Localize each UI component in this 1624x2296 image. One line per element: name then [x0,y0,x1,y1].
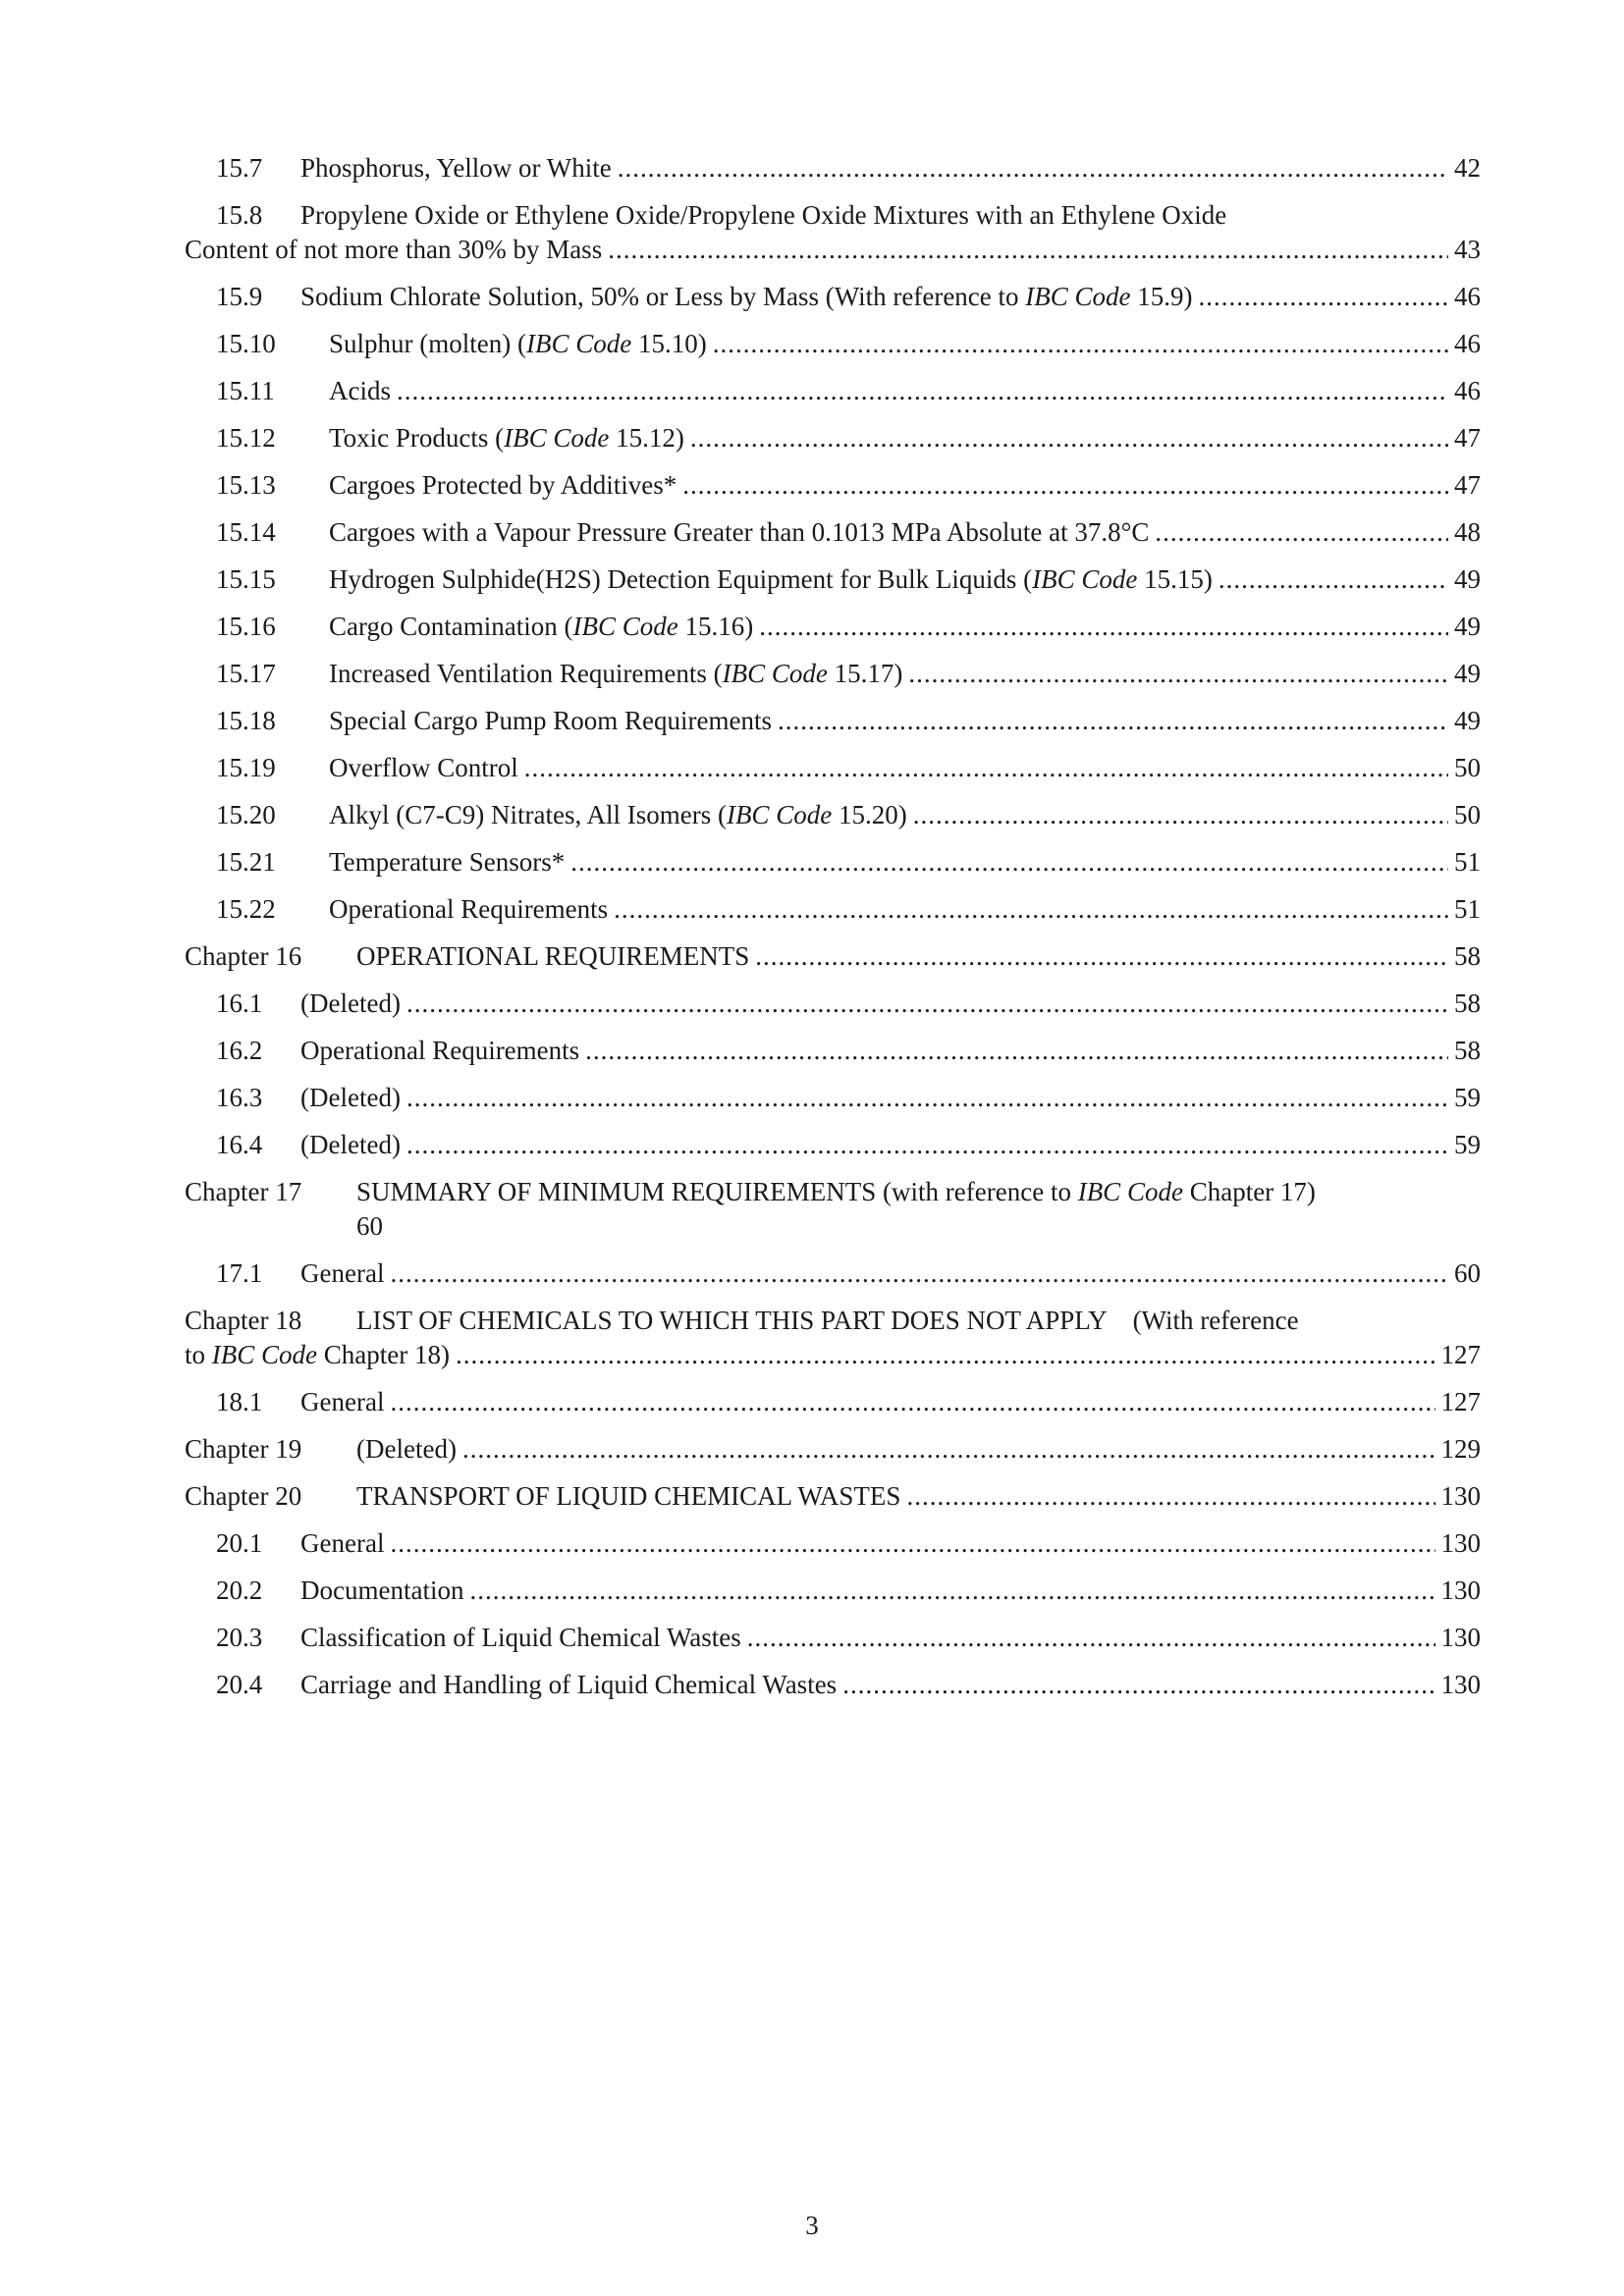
toc-chapter[interactable] [185,939,1481,974]
toc-entry-number: 15.11 [216,376,275,405]
dot-leader [690,421,1448,455]
dot-leader [524,751,1448,785]
toc-entry-title: Carriage and Handling of Liquid Chemical Wastes [300,1670,838,1699]
toc-entry-number: 20.1 [216,1528,263,1558]
toc-chapter-page: 127 [1440,1340,1481,1369]
toc-entry-page: 42 [1454,153,1481,183]
toc-entry-number: 15.17 [216,659,276,688]
toc-entry-title: Operational Requirements [329,894,609,924]
dot-leader [462,1432,1435,1467]
dot-leader [570,845,1448,880]
toc-entry[interactable] [185,1081,1481,1115]
toc-entry-number: 15.18 [216,706,276,735]
toc-chapter-page: 58 [1454,941,1481,971]
toc-chapter-title: (Deleted) [356,1434,457,1464]
toc-entry-title: Cargoes with a Vapour Pressure Greater than 0.1013 MPa Absolute at 37.8°C [329,517,1150,547]
toc-entry-title: Operational Requirements [300,1036,580,1065]
toc-entry-page: 47 [1454,470,1481,500]
toc-entry-title: Classification of Liquid Chemical Wastes [300,1623,741,1652]
toc-entry[interactable] [185,562,1481,597]
toc-chapter-page: 130 [1440,1481,1481,1511]
dot-leader [759,610,1448,644]
toc-entry[interactable] [185,374,1481,408]
dot-leader [682,468,1448,503]
toc-entry[interactable] [185,327,1481,361]
toc-entry-title: (Deleted) [300,1130,401,1159]
toc-chapter-number: Chapter 18 [185,1306,302,1335]
dot-leader [618,151,1448,186]
toc-entry-title: Increased Ventilation Requirements (IBC Code 15.17) [329,659,903,688]
dot-leader [747,1621,1435,1655]
toc-entry-number: 15.21 [216,847,276,877]
dot-leader [842,1668,1435,1702]
toc-entry-number: 15.14 [216,517,276,547]
toc-entry[interactable] [185,987,1481,1021]
toc-entry-page: 58 [1454,1036,1481,1065]
dot-leader [397,374,1448,408]
toc-entry[interactable] [185,845,1481,880]
toc-chapter-title: TRANSPORT OF LIQUID CHEMICAL WASTES [356,1481,901,1511]
toc-entry-number: 15.19 [216,753,276,782]
toc-entry-page: 49 [1454,706,1481,735]
toc-chapter-number: Chapter 20 [185,1481,302,1511]
toc-entry-number: 15.7 [216,153,263,183]
toc-entry-page: 50 [1454,753,1481,782]
toc-entry-page: 49 [1454,659,1481,688]
toc-entry-title: Cargoes Protected by Additives* [329,470,677,500]
dot-leader [1155,515,1448,550]
toc-entry[interactable] [185,151,1481,186]
toc-chapter[interactable] [185,1479,1481,1514]
dot-leader [614,892,1448,927]
toc-entry-number: 15.8 [216,200,263,230]
dot-leader [1199,280,1448,314]
toc-entry-number: 15.15 [216,564,276,594]
toc-entry[interactable] [185,610,1481,644]
toc-entry-title: General [300,1528,385,1558]
dot-leader [390,1385,1435,1419]
toc-entry[interactable] [185,1621,1481,1655]
toc-entry[interactable] [185,280,1481,314]
toc-chapter-page: 60 [356,1211,383,1241]
toc-chapter-title: LIST OF CHEMICALS TO WHICH THIS PART DOES NOT APPLY (With reference [356,1306,1299,1335]
toc-entry-page: 51 [1454,847,1481,877]
toc-entry[interactable] [185,1574,1481,1608]
dot-leader [913,798,1448,832]
toc-entry-title: Hydrogen Sulphide(H2S) Detection Equipment for Bulk Liquids (IBC Code 15.15) [329,564,1213,594]
dot-leader [406,987,1448,1021]
toc-entry-page: 59 [1454,1083,1481,1112]
toc-entry-page: 60 [1454,1258,1481,1288]
dot-leader [406,1128,1448,1162]
toc-entry[interactable] [185,1128,1481,1162]
toc-entry-number: 16.1 [216,988,263,1018]
dot-leader [585,1034,1448,1068]
dot-leader [713,327,1448,361]
dot-leader [456,1338,1435,1372]
table-of-contents [185,151,1481,1715]
toc-entry[interactable] [185,1385,1481,1419]
toc-entry-title: Sulphur (molten) (IBC Code 15.10) [329,329,707,358]
toc-entry-number: 15.9 [216,282,263,311]
toc-entry-page: 43 [1454,235,1481,264]
dot-leader [1218,562,1448,597]
toc-entry-title: Propylene Oxide or Ethylene Oxide/Propylene Oxide Mixtures with an Ethylene Oxide [300,200,1227,230]
toc-entry-title-continued: Content of not more than 30% by Mass [185,235,603,264]
dot-leader [755,939,1448,974]
toc-entry-page: 46 [1454,282,1481,311]
toc-chapter[interactable] [185,1432,1481,1467]
toc-entry-title: General [300,1258,385,1288]
toc-entry-number: 17.1 [216,1258,263,1288]
toc-entry-page: 48 [1454,517,1481,547]
toc-entry-title: Temperature Sensors* [329,847,566,877]
toc-chapter[interactable] [185,1175,1481,1244]
dot-leader [906,1479,1435,1514]
dot-leader [390,1256,1448,1291]
dot-leader [390,1526,1435,1561]
toc-entry-number: 16.4 [216,1130,263,1159]
toc-entry-number: 18.1 [216,1387,263,1416]
toc-entry-page: 50 [1454,800,1481,829]
dot-leader [778,704,1448,738]
toc-entry-title: Documentation [300,1575,464,1605]
toc-chapter-number: Chapter 19 [185,1434,302,1464]
toc-entry[interactable] [185,657,1481,691]
toc-entry-page: 127 [1440,1387,1481,1416]
toc-entry-page: 46 [1454,329,1481,358]
toc-entry-number: 16.3 [216,1083,263,1112]
toc-entry-page: 51 [1454,894,1481,924]
dot-leader [406,1081,1448,1115]
toc-entry-title: Overflow Control [329,753,518,782]
toc-entry-title: Sodium Chlorate Solution, 50% or Less by Mass (With reference to IBC Code 15.9) [300,282,1193,311]
toc-entry-number: 15.22 [216,894,276,924]
toc-entry-number: 15.10 [216,329,276,358]
toc-entry-page: 58 [1454,988,1481,1018]
toc-entry[interactable] [185,1526,1481,1561]
toc-entry[interactable] [185,798,1481,832]
toc-chapter[interactable] [185,1304,1481,1372]
toc-entry[interactable] [185,1034,1481,1068]
toc-entry-title: (Deleted) [300,1083,401,1112]
toc-entry-page: 130 [1440,1575,1481,1605]
toc-entry-page: 49 [1454,564,1481,594]
toc-chapter-title: SUMMARY OF MINIMUM REQUIREMENTS (with reference to IBC Code Chapter 17) [356,1177,1316,1206]
toc-entry-page: 130 [1440,1528,1481,1558]
toc-entry-page: 130 [1440,1670,1481,1699]
toc-entry-title: Toxic Products (IBC Code 15.12) [329,423,684,453]
toc-entry[interactable] [185,198,1481,267]
toc-entry-page: 130 [1440,1623,1481,1652]
toc-entry[interactable] [185,892,1481,927]
toc-entry-number: 15.16 [216,612,276,641]
toc-chapter-title-continued: to IBC Code Chapter 18) [185,1340,450,1369]
toc-entry[interactable] [185,704,1481,738]
toc-entry-number: 20.3 [216,1623,263,1652]
toc-entry[interactable] [185,1256,1481,1291]
toc-entry-title: (Deleted) [300,988,401,1018]
toc-chapter-number: Chapter 16 [185,941,302,971]
toc-entry-page: 47 [1454,423,1481,453]
toc-entry-title: General [300,1387,385,1416]
toc-entry-title: Special Cargo Pump Room Requirements [329,706,772,735]
toc-entry-title: Alkyl (C7-C9) Nitrates, All Isomers (IBC Code 15.20) [329,800,907,829]
toc-entry-number: 15.20 [216,800,276,829]
toc-entry-number: 15.13 [216,470,276,500]
dot-leader [908,657,1448,691]
toc-entry[interactable] [185,421,1481,455]
toc-entry-page: 49 [1454,612,1481,641]
dot-leader [608,233,1448,267]
toc-entry-title: Phosphorus, Yellow or White [300,153,612,183]
page-number: 3 [805,2211,819,2240]
toc-entry[interactable] [185,468,1481,503]
toc-entry-number: 20.4 [216,1670,263,1699]
dot-leader [469,1574,1435,1608]
toc-entry-title: Acids [329,376,391,405]
toc-entry[interactable] [185,751,1481,785]
toc-entry[interactable] [185,1668,1481,1702]
toc-chapter-page: 129 [1440,1434,1481,1464]
toc-entry-title: Cargo Contamination (IBC Code 15.16) [329,612,754,641]
toc-entry-page: 59 [1454,1130,1481,1159]
toc-entry-number: 20.2 [216,1575,263,1605]
toc-chapter-title: OPERATIONAL REQUIREMENTS [356,941,750,971]
toc-entry[interactable] [185,515,1481,550]
toc-entry-page: 46 [1454,376,1481,405]
toc-entry-number: 15.12 [216,423,276,453]
toc-entry-number: 16.2 [216,1036,263,1065]
toc-chapter-number: Chapter 17 [185,1177,302,1206]
